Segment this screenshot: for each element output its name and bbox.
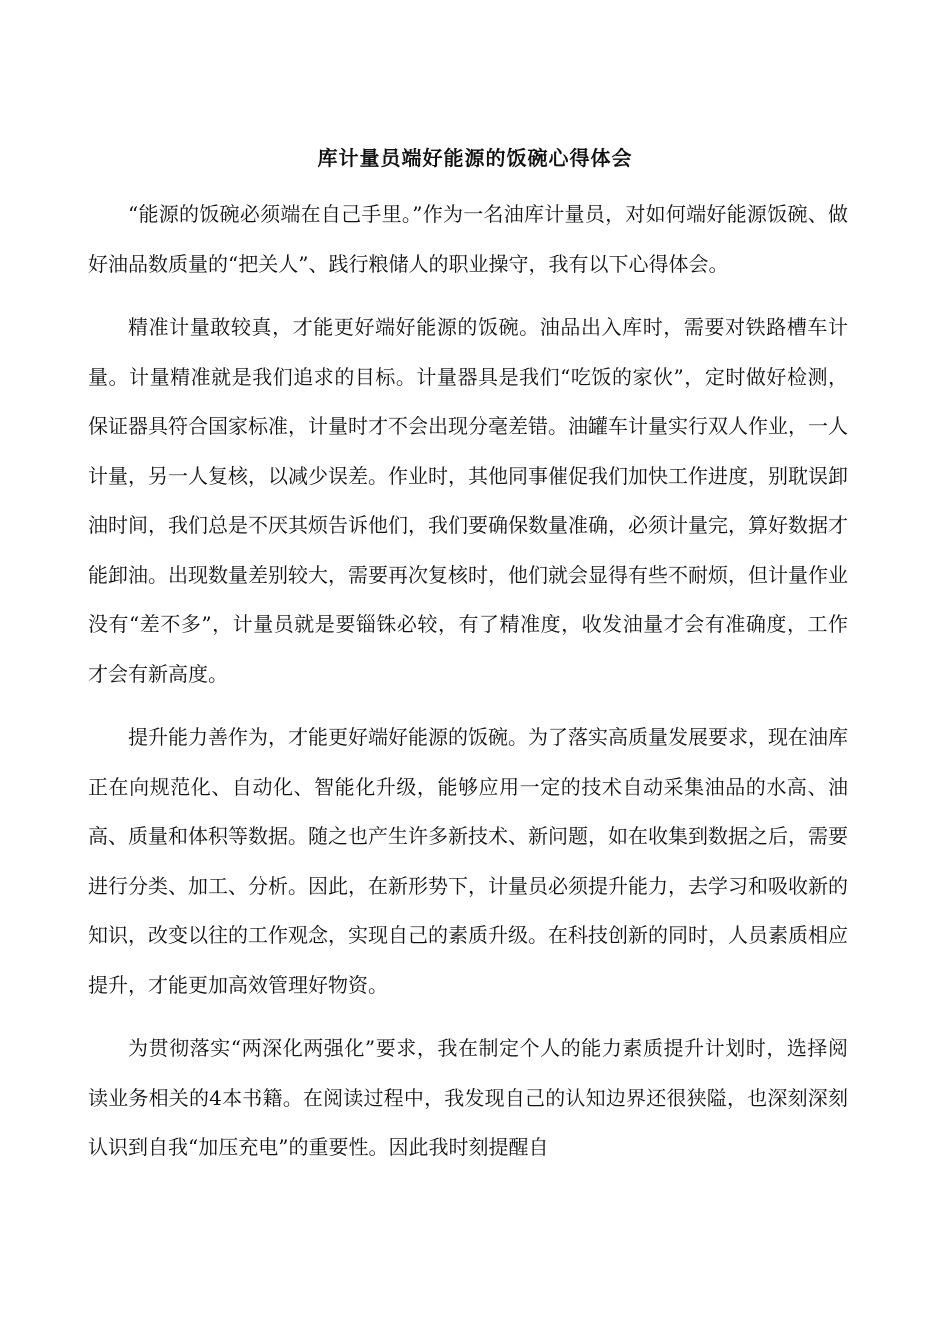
paragraph-precise-measurement: 精准计量敢较真，才能更好端好能源的饭碗。油品出入库时，需要对铁路槽车计量。计量精准就是我们追求的目标。计量器具是我们“吃饭的家伙”，定时做好检测，保证器具符合国家标准，计量时才不会出现分毫差错。油罐车计量实行双人作业，一人计量，另一人复核，以减少误差。作业时，其他同事催促我们加快工作进度，别耽误卸油时间，我们总是不厌其烦告诉他们，我们要确保数量准确，必须计量完，算好数据才能卸油。出现数量差别较大，需要再次复核时，他们就会显得有些不耐烦，但计量作业没有“差不多”，计量员就是要锱铢必较，有了精准度，收发油量才会有准确度，工作才会有新高度。 xyxy=(88,315,848,686)
paragraph-improve-ability: 提升能力善作为，才能更好端好能源的饭碗。为了落实高质量发展要求，现在油库正在向规范化、自动化、智能化升级，能够应用一定的技术自动采集油品的水高、油高、质量和体积等数据。随之也产生许多新技术、新问题，如在收集到数据之后，需要进行分类、加工、分析。因此，在新形势下，计量员必须提升能力，去学习和吸收新的知识，改变以往的工作观念，实现自己的素质升级。在科技创新的同时，人员素质相应提升，才能更加高效管理好物资。 xyxy=(88,725,848,997)
paragraph-reading-plan: 为贯彻落实“两深化两强化”要求，我在制定个人的能力素质提升计划时，选择阅读业务相关的4本书籍。在阅读过程中，我发现自己的认知边界还很狭隘，也深刻深刻认识到自我“加压充电”的重要性。因此我时刻提醒自 xyxy=(88,1036,848,1159)
document-title: 库计量员端好能源的饭碗心得体会 xyxy=(317,146,633,170)
paragraph-intro: “能源的饭碗必须端在自己手里。”作为一名油库计量员，对如何端好能源饭碗、做好油品数质量的“把关人”、践行粮储人的职业操守，我有以下心得体会。 xyxy=(88,202,848,276)
document-body xyxy=(88,190,848,1187)
